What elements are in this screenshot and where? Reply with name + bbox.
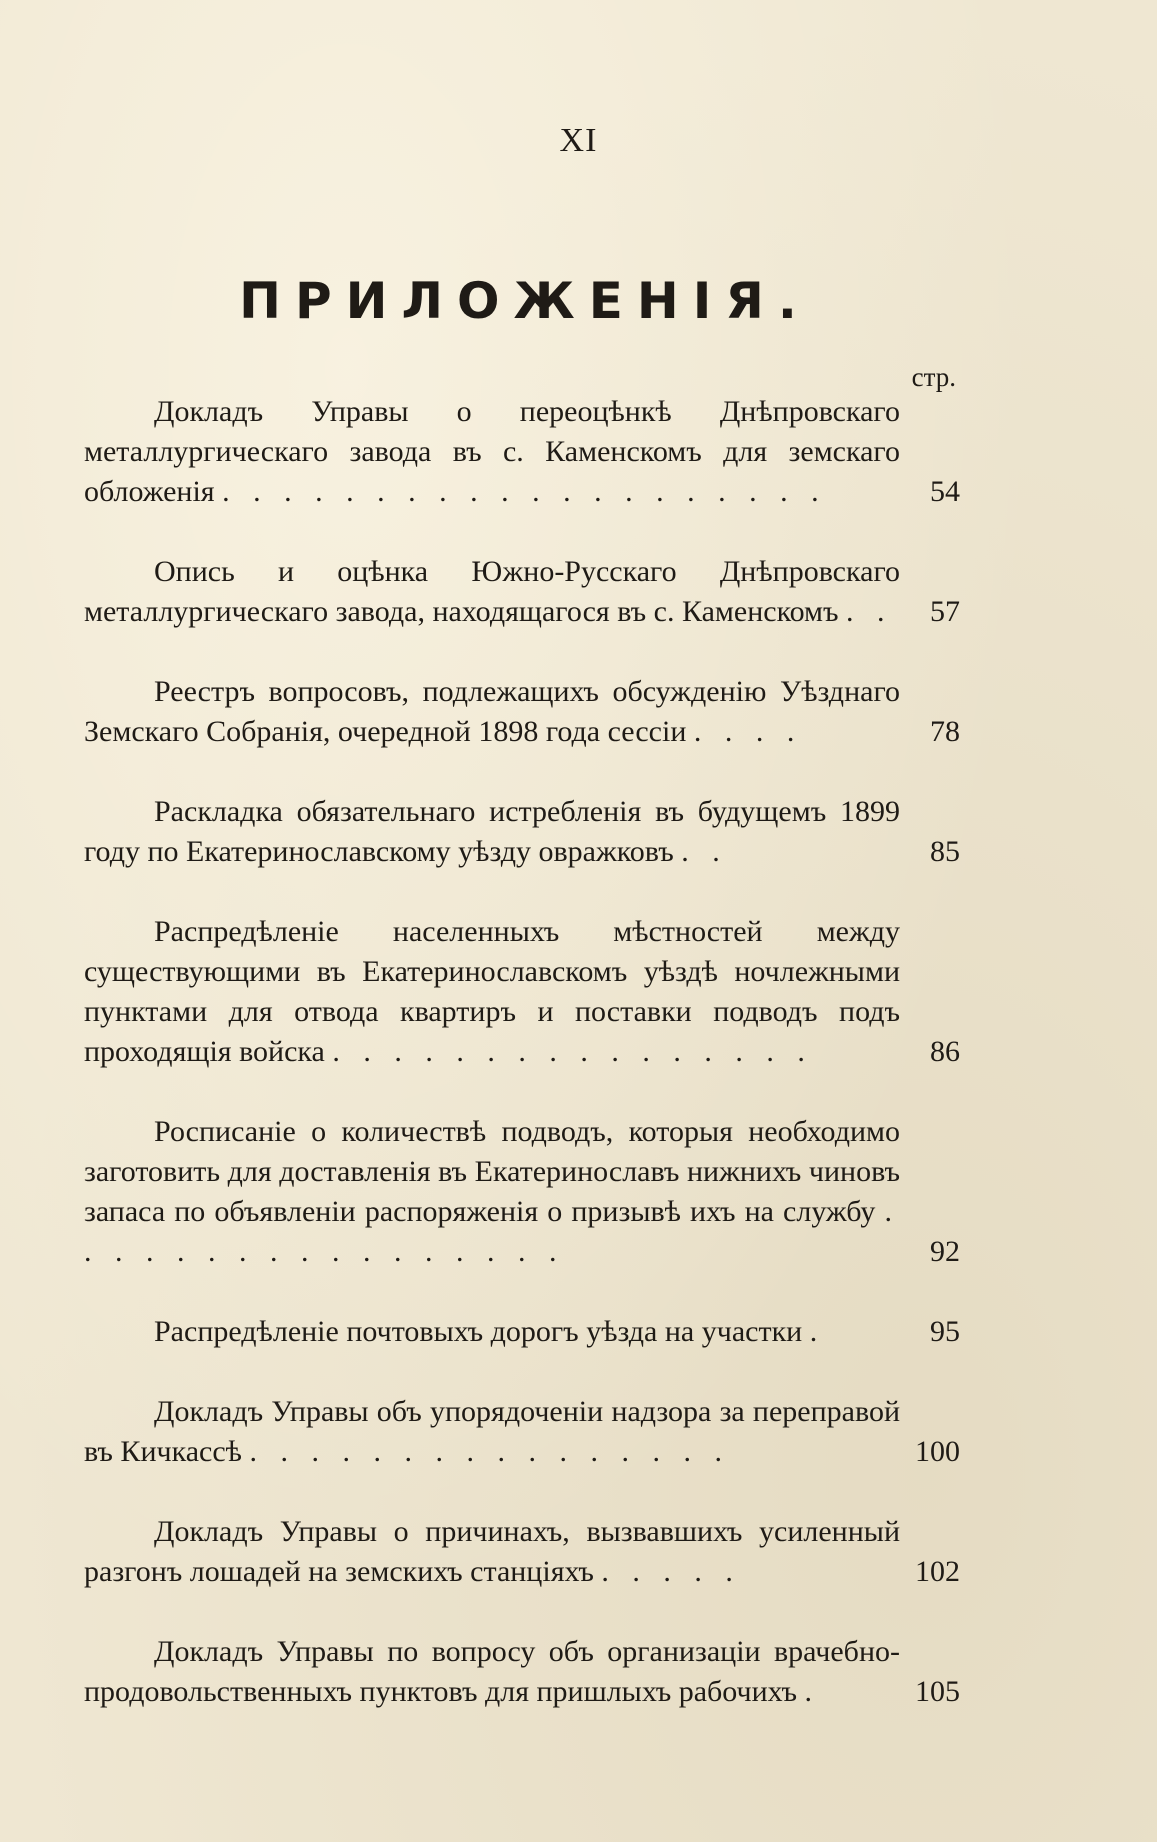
toc-entry-text: [84, 1392, 900, 1472]
toc-entry: [84, 792, 960, 872]
toc-entry-page: 100: [915, 1435, 960, 1468]
dot-leader: . . . . . . . . . . . . . . . .: [249, 1435, 730, 1468]
toc-entry-page: 102: [915, 1555, 960, 1588]
toc-entry-title: Распредѣленіе населенныхъ мѣстностей между существующими въ Екатеринославскомъ уѣздѣ ночлежными пунктами для отвода квартиръ и поставки подводъ подъ проходящія войска: [84, 915, 900, 1068]
toc-entry: [84, 1112, 960, 1272]
toc-entry: [84, 912, 960, 1072]
toc-entry: [84, 1632, 960, 1712]
toc-entry: [84, 1312, 960, 1352]
toc-entry-page: 85: [930, 835, 960, 868]
dot-leader: . . . . . . . . . . . . . . . .: [332, 1035, 813, 1068]
toc-entry-title: Раскладка обязательнаго истребленія въ будущемъ 1899 году по Екатеринославскому уѣзду овражковъ: [84, 795, 900, 868]
toc-entry-title: Распредѣленіе почтовыхъ дорогъ уѣзда на участки: [154, 1315, 803, 1348]
toc-entry-page: 57: [930, 595, 960, 628]
dot-leader: . .: [846, 595, 893, 628]
dot-leader: . . . .: [693, 715, 803, 748]
toc-entry-page: 95: [930, 1315, 960, 1348]
toc-entry-text: [84, 1512, 900, 1592]
dot-leader: . . . . . . . . . . . . . . . . .: [84, 1195, 900, 1268]
toc-entry-text: [84, 1112, 900, 1272]
toc-entry-text: [84, 1632, 900, 1712]
toc-entry-page: 54: [930, 475, 960, 508]
toc-entry: [84, 552, 960, 632]
toc-entry-page: 86: [930, 1035, 960, 1068]
dot-leader: .: [809, 1315, 826, 1348]
toc-entry-title: Докладъ Управы по вопросу объ организаціи врачебно-продовольственныхъ пунктовъ для пришлыхъ рабочихъ: [84, 1635, 900, 1708]
toc-entry-text: [84, 1312, 900, 1352]
toc-entry: [84, 672, 960, 752]
toc-entry-title: Докладъ Управы о причинахъ, вызвавшихъ усиленный разгонъ лошадей на земскихъ станціяхъ: [84, 1515, 900, 1588]
toc-entry: [84, 392, 960, 512]
page-column-label: стр.: [911, 362, 956, 392]
toc-entry-page: 105: [915, 1675, 960, 1708]
table-of-contents: [84, 392, 960, 1752]
toc-entry-title: Докладъ Управы о переоцѣнкѣ Днѣпровскаго металлургическаго завода въ с. Каменскомъ для земскаго обложенія: [84, 395, 900, 508]
toc-entry-page: 78: [930, 715, 960, 748]
dot-leader: . .: [681, 835, 728, 868]
dot-leader: . . . . . . . . . . . . . . . . . . . .: [222, 475, 827, 508]
dot-leader: .: [804, 1675, 821, 1708]
toc-entry-title: Докладъ Управы объ упорядоченіи надзора за переправой въ Кичкассѣ: [84, 1395, 900, 1468]
toc-entry-page: 92: [930, 1235, 960, 1268]
toc-entry-title: Реестръ вопросовъ, подлежащихъ обсужденію Уѣзднаго Земскаго Собранія, очередной 1898 года сессіи: [84, 675, 900, 748]
toc-entry-text: [84, 392, 900, 512]
toc-entry-text: [84, 792, 900, 872]
dot-leader: . . . . .: [601, 1555, 741, 1588]
toc-entry-text: [84, 672, 900, 752]
toc-entry-title: Росписаніе о количествѣ подводъ, которыя необходимо заготовить для доставленія въ Екатеринославъ нижнихъ чиновъ запаса по объявленіи распоряженія о призывѣ ихъ на службу: [84, 1115, 900, 1228]
toc-entry: [84, 1392, 960, 1472]
page-number: XI: [559, 122, 598, 159]
toc-entry-text: [84, 912, 900, 1072]
toc-entry-title: Опись и оцѣнка Южно-Русскаго Днѣпровскаго металлургическаго завода, находящагося въ с. Каменскомъ: [84, 555, 900, 628]
toc-entry: [84, 1512, 960, 1592]
section-heading: ПРИЛОЖЕНIЯ.: [239, 272, 811, 330]
toc-entry-text: [84, 552, 900, 632]
